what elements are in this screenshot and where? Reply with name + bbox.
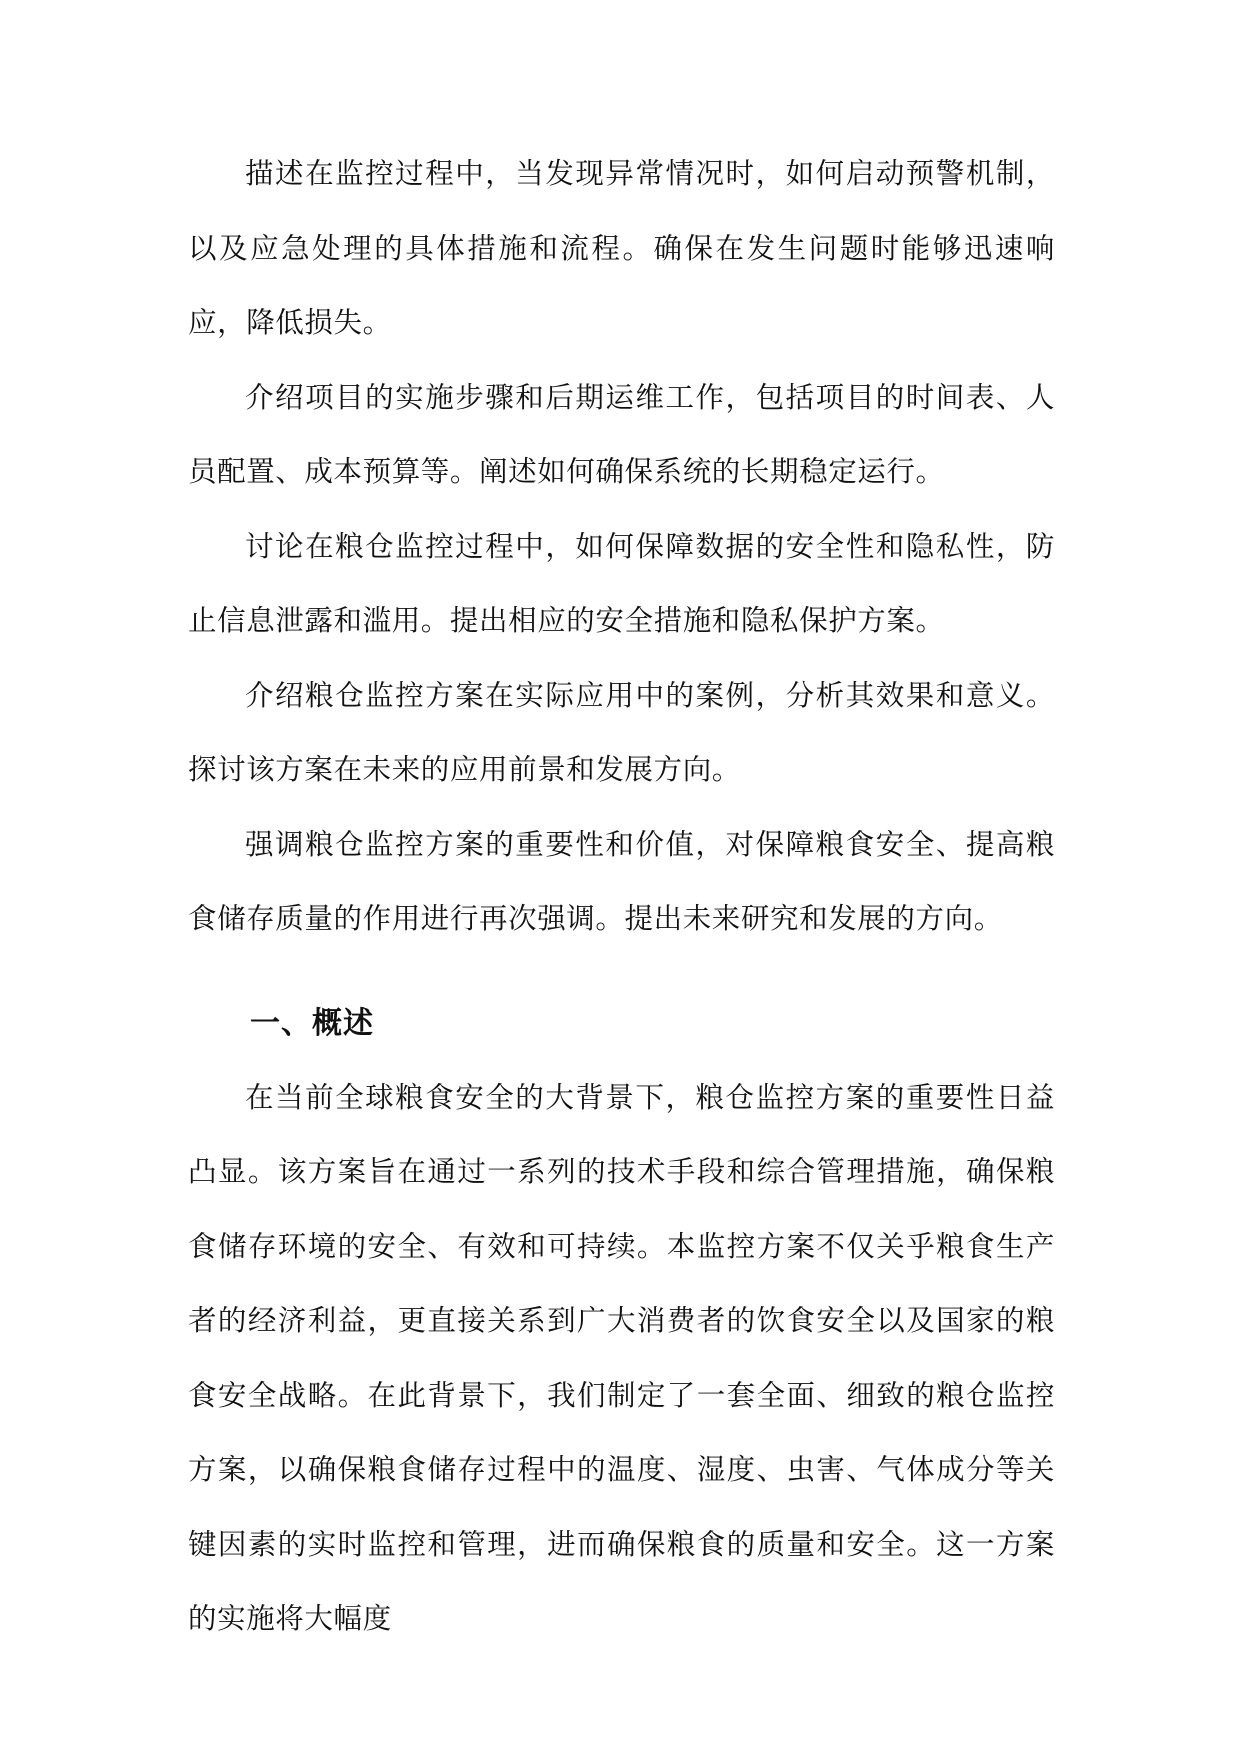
document-body xyxy=(188,137,1055,1657)
paragraph-implementation: 介绍项目的实施步骤和后期运维工作，包括项目的时间表、人员配置、成本预算等。阐述如何确保系统的长期稳定运行。 xyxy=(188,380,1055,488)
paragraph-conclusion: 强调粮仓监控方案的重要性和价值，对保障粮食安全、提高粮食储存质量的作用进行再次强调。提出未来研究和发展的方向。 xyxy=(188,827,1055,935)
paragraph-overview: 在当前全球粮食安全的大背景下，粮仓监控方案的重要性日益凸显。该方案旨在通过一系列的技术手段和综合管理措施，确保粮食储存环境的安全、有效和可持续。本监控方案不仅关乎粮食生产者的经济利益，更直接关系到广大消费者的饮食安全以及国家的粮食安全战略。在此背景下，我们制定了一套全面、细致的粮仓监控方案，以确保粮食储存过程中的温度、湿度、虫害、气体成分等关键因素的实时监控和管理，进而确保粮食的质量和安全。这一方案的实施将大幅度 xyxy=(188,1080,1055,1635)
paragraph-data-security: 讨论在粮仓监控过程中，如何保障数据的安全性和隐私性，防止信息泄露和滥用。提出相应的安全措施和隐私保护方案。 xyxy=(188,529,1055,637)
paragraph-warning-mechanism: 描述在监控过程中，当发现异常情况时，如何启动预警机制，以及应急处理的具体措施和流程。确保在发生问题时能够迅速响应，降低损失。 xyxy=(188,157,1055,339)
paragraph-case-study: 介绍粮仓监控方案在实际应用中的案例，分析其效果和意义。探讨该方案在未来的应用前景和发展方向。 xyxy=(188,678,1055,786)
section-heading: 一、概述 xyxy=(250,1005,374,1041)
